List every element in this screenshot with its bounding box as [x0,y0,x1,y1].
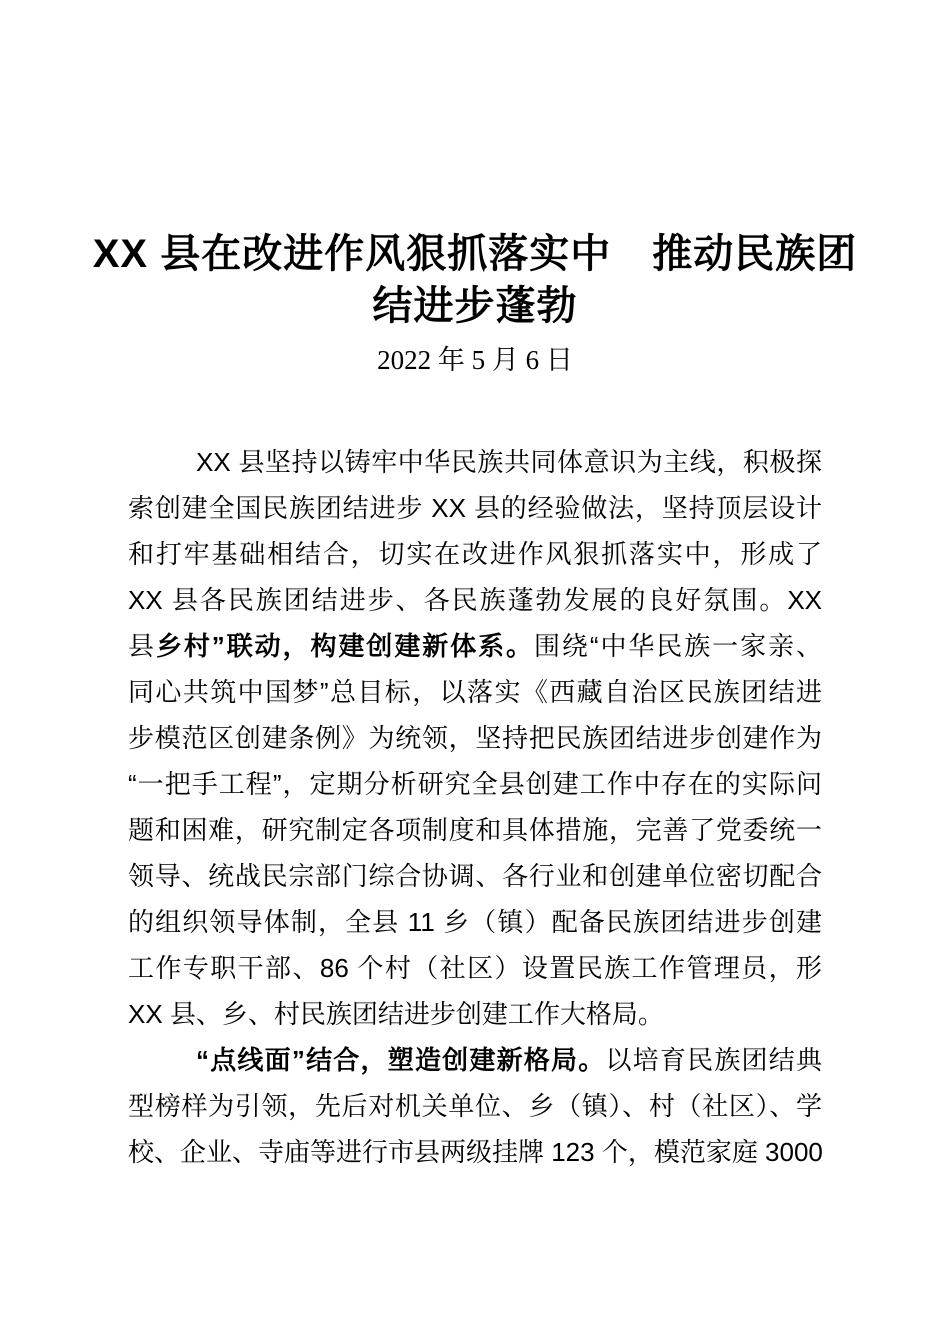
text-segment: 的组织领导体制，全县 11 乡（镇）配备民族团结进步创建 [128,907,822,937]
paragraph-2 [128,1037,822,1175]
bold-text-segment: “点线面”结合，塑造创建新格局。 [196,1045,606,1075]
text-segment: 型榜样为引领，先后对机关单位、乡（镇）、村（社区）、学 [128,1091,822,1121]
text-segment: 题和困难，研究制定各项制度和具体措施，完善了党委统一 [128,815,822,845]
text-segment: 工作专职干部、86 个村（社区）设置民族工作管理员，形 [128,953,822,983]
text-segment: XX 县、乡、村民族团结进步创建工作大格局。 [128,999,664,1029]
text-segment: “一把手工程”，定期分析研究全县创建工作中存在的实际问 [128,769,822,799]
text-segment: 围绕“中华民族一家亲、 [533,631,822,661]
text-segment: 同心共筑中国梦”总目标，以落实《西藏自治区民族团结进 [128,677,822,707]
title-line-1: XX 县在改进作风狠抓落实中 推动民族团 [92,232,858,276]
document-date: 2022 年 5 月 6 日 [377,345,573,375]
document-title [0,0,950,332]
text-line [128,853,822,899]
text-line [128,1083,822,1129]
text-segment: 和打牢基础相结合，切实在改进作风狠抓落实中，形成了 [128,539,822,569]
text-line [128,991,822,1037]
text-segment: XX 县坚持以铸牢中华民族共同体意识为主线，积极探 [196,447,822,477]
document-body [128,439,822,1175]
text-line [128,1037,822,1083]
text-line [128,761,822,807]
text-line [128,531,822,577]
text-segment: 步模范区创建条例》为统领，坚持把民族团结进步创建作为 [128,723,822,753]
text-segment: 以培育民族团结典 [605,1045,822,1075]
text-segment: 索创建全国民族团结进步 XX 县的经验做法，坚持顶层设计 [128,493,822,523]
text-line [128,485,822,531]
text-line [128,577,822,623]
title-line-2: 结进步蓬勃 [372,284,578,328]
text-segment: 县 [128,631,156,661]
text-line [128,669,822,715]
text-line [128,715,822,761]
text-line [128,945,822,991]
text-segment: 校、企业、寺庙等进行市县两级挂牌 123 个，模范家庭 3000 [128,1137,823,1167]
text-line [128,439,822,485]
text-segment: 领导、统战民宗部门综合协调、各行业和创建单位密切配合 [128,861,822,891]
text-line [128,899,822,945]
bold-text-segment: 乡村”联动，构建创建新体系。 [155,631,534,661]
paragraph-1 [128,439,822,1037]
text-line [128,807,822,853]
text-line [128,623,822,669]
text-line [128,1129,822,1175]
text-segment: XX 县各民族团结进步、各民族蓬勃发展的良好氛围。XX [128,585,822,615]
